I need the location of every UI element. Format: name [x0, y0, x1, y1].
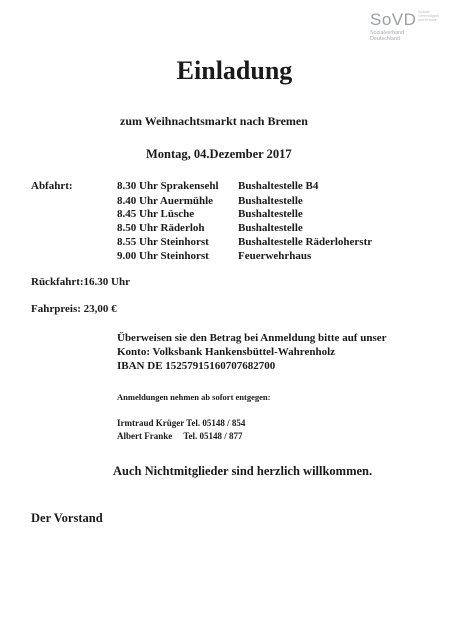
contact-person: Albert Franke Tel. 05148 / 877: [117, 431, 243, 441]
departure-stop: Bushaltestelle Räderloherstr: [238, 236, 373, 248]
departure-time: 8.30 Uhr Sprakensehl: [117, 180, 219, 192]
departure-stop: Bushaltestelle: [238, 222, 303, 234]
departure-time: 8.50 Uhr Räderloh: [117, 222, 205, 234]
departure-stop: Feuerwehrhaus: [238, 250, 312, 262]
guests-welcome-note: Auch Nichtmitglieder sind herzlich willkommen.: [113, 464, 373, 478]
fare-price: Fahrpreis: 23,00 €: [31, 303, 117, 315]
signature: Der Vorstand: [31, 511, 103, 525]
registration-heading: Anmeldungen nehmen ab sofort entgegen:: [117, 392, 271, 402]
bank-account: Konto: Volksbank Hankensbüttel-Wahrenholz: [117, 346, 336, 358]
departure-stop: Bushaltestelle: [238, 208, 303, 220]
departure-stop: Bushaltestelle B4: [238, 180, 319, 192]
page-title: Einladung: [176, 56, 293, 85]
departure-time: 8.45 Uhr Lüsche: [117, 208, 195, 220]
departure-time: 8.40 Uhr Auermühle: [117, 195, 214, 207]
departure-time: 9.00 Uhr Steinhorst: [117, 250, 209, 262]
departure-stop: Bushaltestelle: [238, 195, 303, 207]
departure-label: Abfahrt:: [31, 180, 73, 192]
departure-time: 8.55 Uhr Steinhorst: [117, 236, 209, 248]
event-date: Montag, 04.Dezember 2017: [146, 147, 292, 161]
contact-person: Irmtraud Krüger Tel. 05148 / 854: [117, 418, 246, 428]
event-subtitle: zum Weihnachtsmarkt nach Bremen: [120, 114, 308, 128]
logo-wordmark: SoVD: [370, 10, 417, 29]
logo-tagline: Soziale Gerechtigkeit macht stark: [418, 10, 440, 22]
sovd-logo: [366, 8, 466, 52]
payment-instruction: Überweisen sie den Betrag bei Anmeldung bitte auf unser: [117, 332, 387, 344]
logo-subline: Sozialverband Deutschland: [370, 30, 405, 42]
return-time: Rückfahrt:16.30 Uhr: [31, 276, 130, 288]
iban: IBAN DE 15257915160707682700: [117, 360, 276, 372]
